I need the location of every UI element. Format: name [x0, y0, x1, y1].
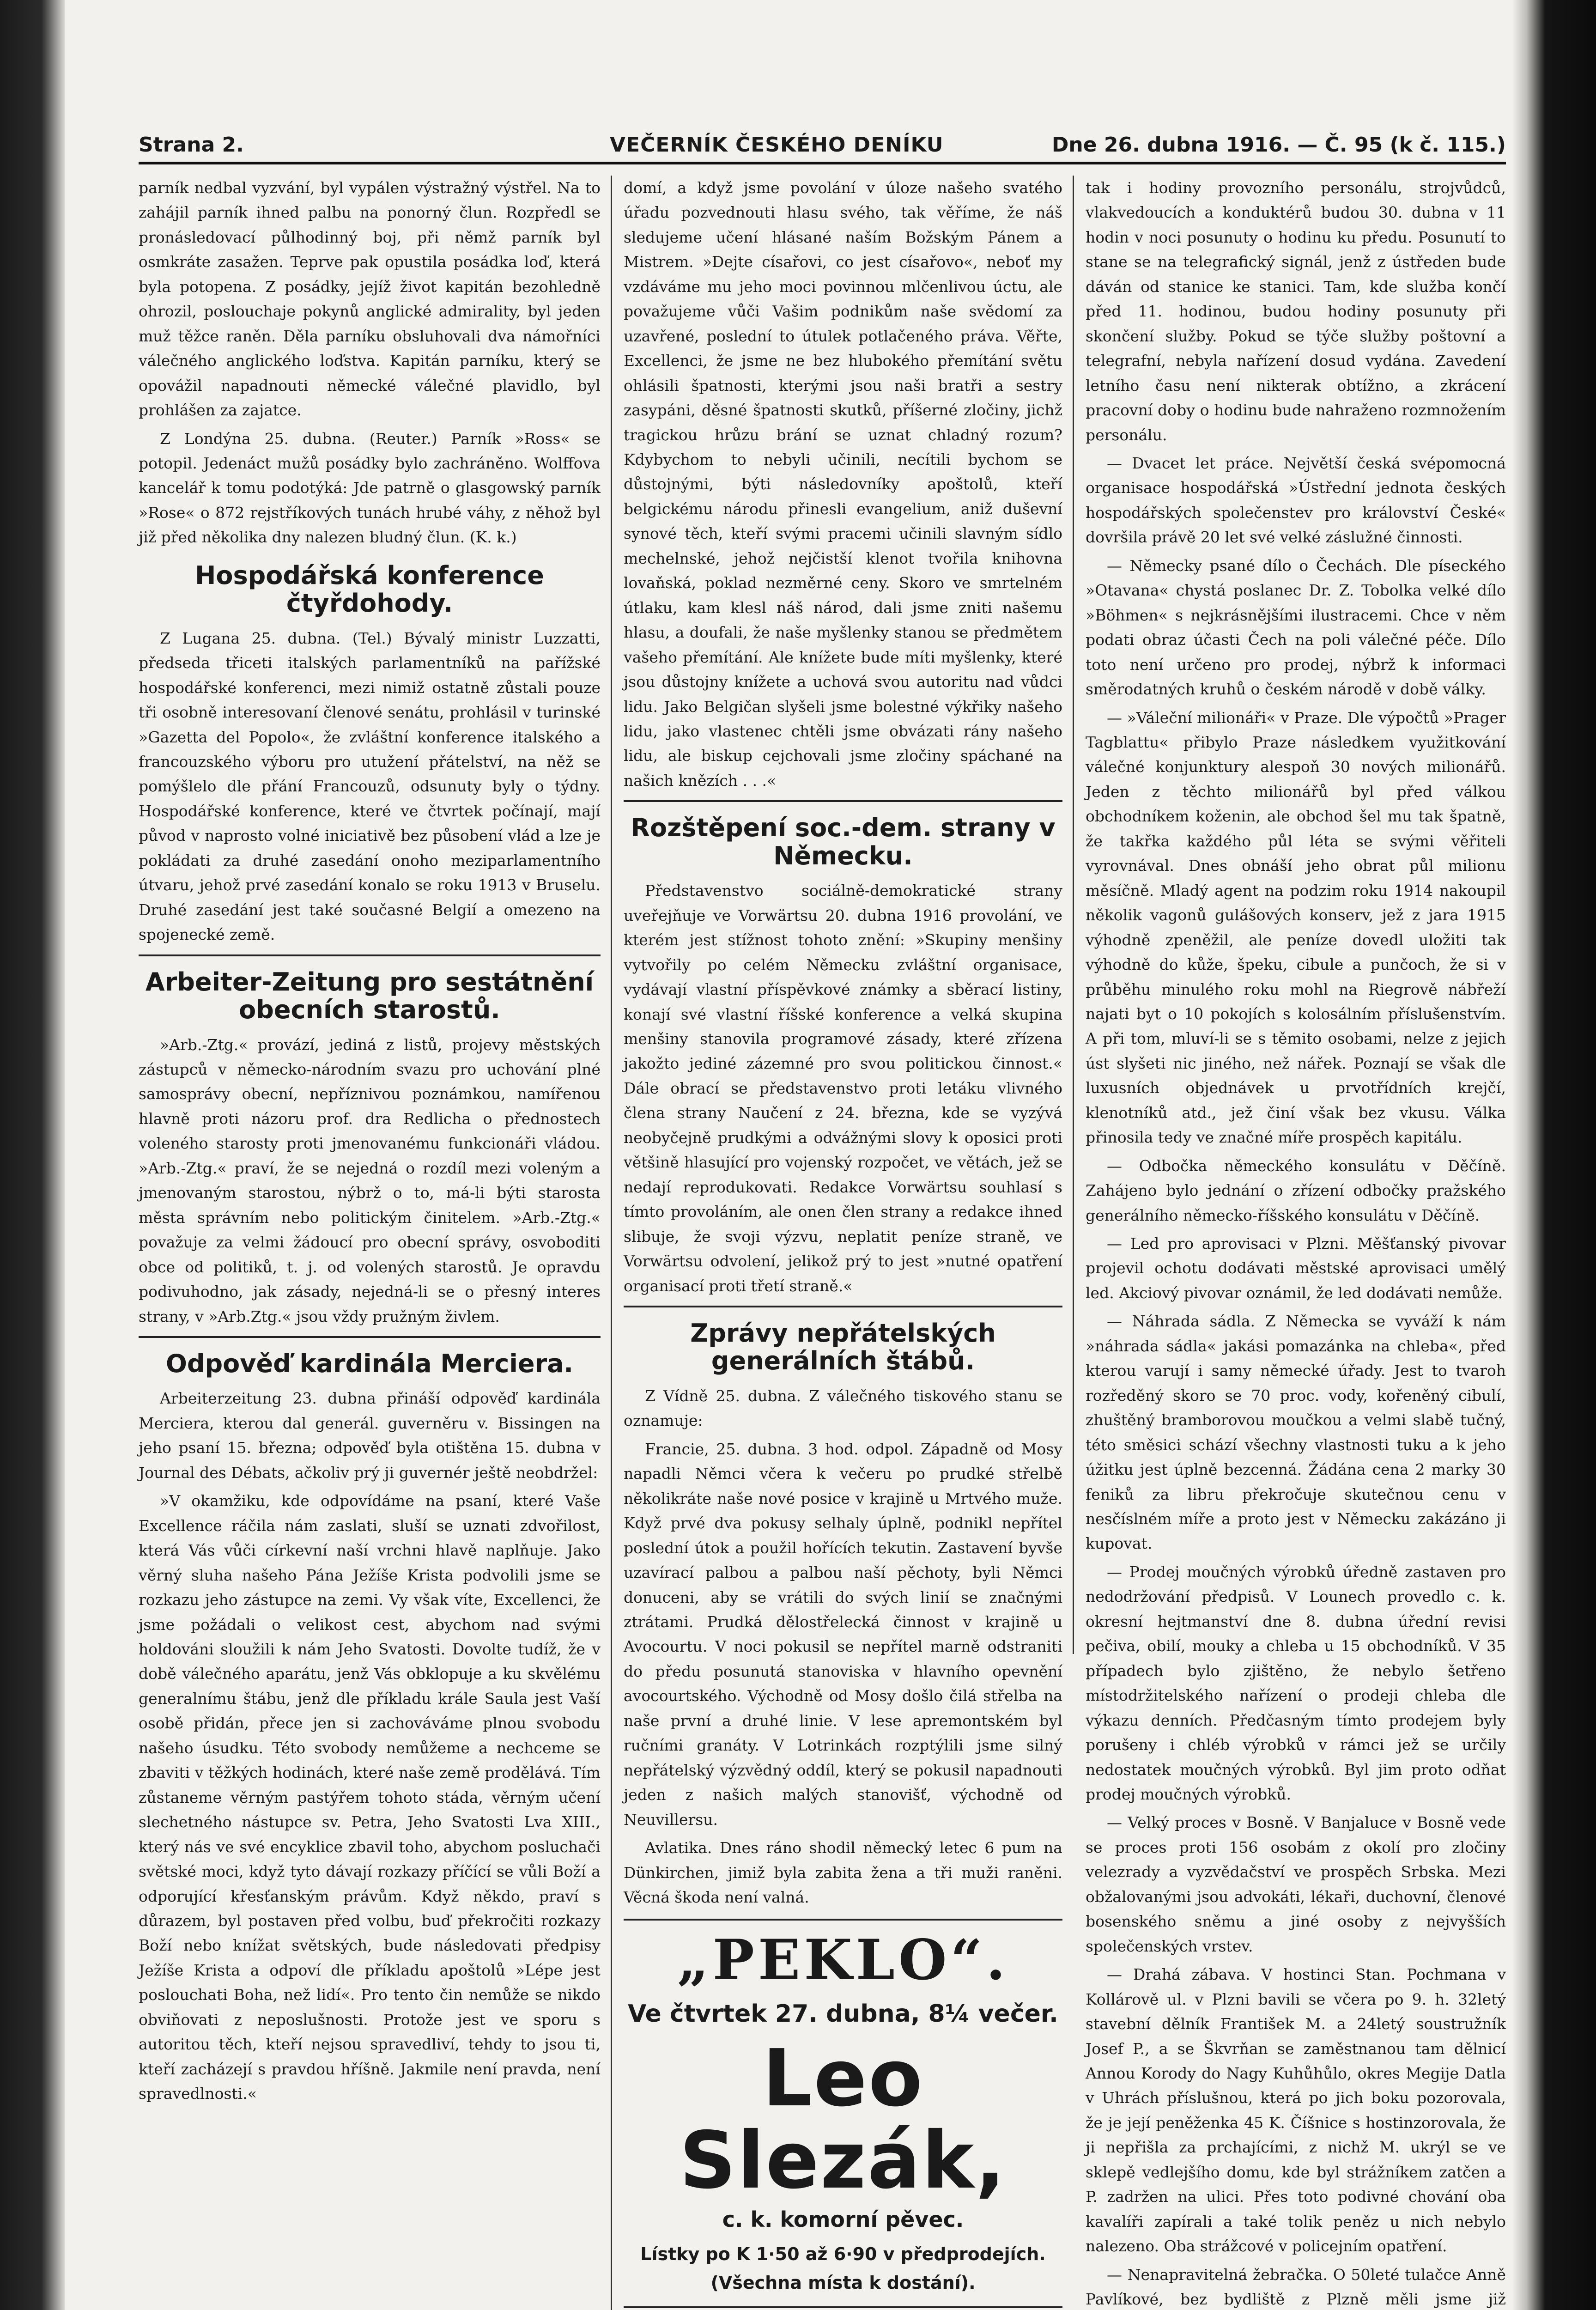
news-item: — Odbočka německého konsulátu v Děčíně. Zahájeno bylo jednání o zřízení odbočky pražského generálního německo-říšského konsulátu v Děčíně.	[1086, 1156, 1506, 1224]
headline-arbeiter-zeitung: Arbeiter-Zeitung pro sestátnění obecních starostů.	[145, 967, 594, 1025]
ad-date: Ve čtvrtek 27. dubna, 8¼ večer.	[628, 2000, 1058, 2028]
article-text: Avlatika. Dnes ráno shodil německý letec 6 pum na Dünkirchen, jimiž byla zabita žena a tři muži raněni. Věcná škoda není valná.	[624, 1839, 1062, 1906]
scan-left-edge	[0, 0, 65, 2310]
column-rule-2	[1073, 176, 1074, 1654]
masthead-title: VEČERNÍK ČESKÉHO DENÍKU	[610, 133, 944, 157]
page-header	[139, 120, 1506, 164]
scan-right-edge	[1513, 0, 1596, 2310]
advertisement-peklo	[624, 1919, 1062, 2308]
newspaper-page	[139, 106, 1506, 2310]
article-text: »V okamžiku, kde odpovídáme na psaní, které Vaše Excellence ráčila nám zaslati, sluší se uznati zdvořilost, která Vás vůči církevní naší vrchni hlavě naplňuje. Jako věrný sluha našeho Pána Ježíše Krista podvolili jsme se rozkazu jeho zástupce na zemi. Vy však víte, Excellenci, že jsme požádali o velikost cest, abychom nad svými holdováni sloužili k nám Jeho Svatosti. Dovolte tudíž, že v době válečného aparátu, jenž Vás obklopuje a ku skvělému generalnímu štábu, jenž dle příkladu krále Saula jest Vaší osobě přidán, přece jen si zachováváme plnou svobodu našeho úsudku. Této svobody nemůžeme a nechceme se zbaviti v těžkých hodinách, které naše země prodělává. Tím zůstaneme věrným pastýřem tohoto stáda, věrným učení slechetného nástupce sv. Petra, Jeho Svatosti Lva XIII., který nás ve své encyklice zbavil toho, abychom posluchači světské moci, když tyto dávají rozkazy příčící se vůli Boží a odporující křesťanským právům. Když někdo, praví s důrazem, byl postaven před volbu, buď překročiti rozkazy Boží nebo knížat světských, bude následovati předpisy Ježíše Krista a odpoví dle příkladu apoštolů »Lépe jest poslouchati Boha, než lidí«. Pro tento čin nemůže se nikdo obviňovati z neposlušnosti. Protože jest ve sporu s autoritou těch, kteří nejsou spravedliví, tehdy to jsou ti, kteří zacházejí s pravdou hříšně. Jakmile není pravda, není spravedlnosti.«	[139, 1492, 601, 2103]
ad-price: Lístky po K 1·50 až 6·90 v předprodejích. (Všechna místa k dostání).	[640, 2244, 1046, 2293]
article-text: Francie, 25. dubna. 3 hod. odpol. Západně od Mosy napadli Němci včera k večeru po prudké střelbě několikráte naše nové posice v krajině u Mrtvého muže. Když prvé dva pokusy selhaly úplně, podnikl nepřítel poslední útok a použil hořících tekutin. Zastavení byvše uzavírací palbou a palbou naší pěchoty, byli Němci donuceni, aby se vrátili do svých linií se značnými ztrátami. Prudká dělostřelecká činnost v krajině u Avocourtu. V noci pokusil se nepřítel marně odstraniti do předu posunutá stanoviska v hlavního opevnění avocourtského. Východně od Mosy došlo čilá střelba na naše první a druhé linie. V lese apremontském byl ručními granáty. V Lotrinkách rozptýlili jsme silný nepřátelský výzvědný oddíl, který se pokusil napadnouti jeden z našich malých stanovišť, východně od Neuvillersu.	[624, 1440, 1062, 1829]
column-rule-1	[611, 176, 612, 2310]
article-text: »Arb.-Ztg.« provází, jediná z listů, projevy městských zástupců v německo-národním svazu pro uchování plné samosprávy obecní, nepříznivou poznámkou, namířenou hlavně proti názoru prof. dra Redlicha o přednostech voleného starosty proti jmenovanému funkcionáři vládou. »Arb.-Ztg.« praví, že se nejedná o rozdíl mezi voleným a jmenovaným starostou, nýbrž o to, má-li býti starosta města správním nebo politickým činitelem. »Arb.-Ztg.« považuje za velmi žádoucí pro obecní správy, osvoboditi obce od politiků, t. j. od volených starostů. Je opravdu podivuhodno, jak zásady, nejedná-li se o přesný interes strany, v »Arb.Ztg.« jsou vždy pružným živlem.	[139, 1035, 601, 1325]
news-item: — »Váleční milionáři« v Praze. Dle výpočtů »Prager Tagblattu« přibylo Praze následkem využitkování válečné konjunktury alespoň 30 nových milionářů. Jeden z těchto milionářů byl před válkou obchodníkem koženin, ale obchod šel mu tak špatně, že takřka každého půl léta se svými věřiteli vyrovnával. Dnes obnáší jeho obrat půl milionu měsíčně. Mladý agent na podzim roku 1914 nakoupil několik vagonů gulášových konserv, jež z jara 1915 výhodně zpeněžil, ale peníze dovedl uložiti tak výhodně do kůže, špeku, cibule a punčoch, že si v průběhu minulého roku mohl na Riegrově nábřeží najati byt o 10 pokojích s kolosálním příslušenstvím. A při tom, mluví-li se s těmito osobami, nelze z jejich úst slyšeti nic jiného, než nářek. Poznají se však dle luxusních objednávek u prvotřídních krejčí, klenotníků atd., jež činí však bez vkusu. Válka přinosila tedy ve značné míře prospěch kapitálu.	[1086, 708, 1506, 1147]
article-text: Z Vídně 25. dubna. Z válečného tiskového stanu se oznamuje:	[624, 1386, 1062, 1430]
divider	[139, 954, 601, 956]
column-2	[624, 176, 1062, 2310]
issue-date: Dne 26. dubna 1916. — Č. 95 (k č. 115.)	[1051, 133, 1506, 157]
headline-zpravy-stabu: Zprávy nepřátelských generálních štábů.	[690, 1318, 996, 1376]
news-item: — Prodej moučných výrobků úředně zastaven pro nedodržování předpisů. V Lounech provedlo c. k. okresní hejtmanství dne 8. dubna úřední revisi pečiva, obilí, mouky a chleba u 15 obchodníků. V 35 případech bylo zjištěno, že nebylo šetřeno místodržitelského nařízení o prodeji chleba dle výkazu denních. Předčasným tímto prodejem byly porušeny i chléb výrobků v rámci jež se určily nedostatek moučných výrobků. Byl jim proto odňat prodej moučných výrobků.	[1086, 1562, 1506, 1803]
news-item: — Dvacet let práce. Největší česká svépomocná organisace hospodářská »Ústřední jednota českých hospodářských společenstev pro království České« dovršila právě 20 let své velké záslužné činnosti.	[1086, 454, 1506, 547]
news-item: — Nenapravitelná žebračka. O 50leté tulačce Anně Pavlíkové, bez bydliště z Plzně měli jsme již	[1086, 2265, 1506, 2309]
divider	[624, 1306, 1062, 1307]
article-text: Z Lugana 25. dubna. (Tel.) Bývalý ministr Luzzatti, předseda třiceti italských parlamentníků na pařížské hospodářské konferenci, mezi nimiž ostatně zůstali pouze tři osobně interesovaní členové senátu, prohlásil v turinské »Gazetta del Popolo«, že zvláštní konference italského a francouzského výboru pro utužení přátelství, na něž se pomýšlelo dle přání Francouzů, odsunuty byly o týdny. Hospodářské konference, které ve čtvrtek počínají, mají původ v naprosto volné iniciativě bez působení vlád a lze je pokládati za druhé zasedání onoho meziparlamentního útvaru, jehož prvé zasedání konalo se roku 1913 v Bruselu. Druhé zasedání jest také současné Belgií a omezeno na spojenecké země.	[139, 629, 601, 944]
article-text: domí, a když jsme povolání v úloze našeho svatého úřadu pozvednouti hlasu svého, tak věříme, že náš sledujeme učení hlásané naším Božským Pánem a Mistrem. »Dejte císařovi, co jest císařovo«, neboť my vzdáváme mu jeho moci povinnou mlčenlivou úctu, ale považujeme vůči Vašim podnikům naše svědomí za uzavřené, poslední to útulek potlačeného práva. Věřte, Excellenci, že jsme ne bez hlubokého přemítání světu ohlásili špatnosti, kterými jsou naši bratři a sestry zasypáni, děsné špatnosti skutků, příšerné zločiny, jichž tragickou hrůzu brání se uznat chladný rozum? Kdybychom to nebyli učinili, necítili bychom se důstojnými, býti následovníky apoštolů, kteří belgickému národu přinesli evangelium, aniž duševní synové těch, kteří svými pracemi učinili slavným sídlo mechelnské, jehož nejčistší klenot tvořila knihovna lovaňská, poklad nezměrné ceny. Skoro ve smrtelném útlaku, kam klesl náš národ, dali jsme zniti našemu hlasu, a doufali, že naše myšlenky stanou se předmětem vašeho přemítání. Ale knížete bude míti myšlenky, které jsou důstojny knížete a uchová svou autoritu nad vůdci lidu. Jako Belgičan slyšeli jsme bolestné výkřiky našeho lidu, jako vlastenec chtěli jsme obvázati rány našeho lidu, ale biskup cejchovali jsme zločiny spáchané na našich knězích . . .«	[624, 179, 1062, 790]
article-text: Arbeiterzeitung 23. dubna přináší odpověď kardinála Merciera, kterou dal generál. guverněru v. Bissingen na jeho psaní 15. března; odpověď byla otištěna 15. dubna v Journal des Débats, ačkoliv prý ji guvernér ještě neobdržel:	[139, 1389, 601, 1482]
headline-rozstepeni: Rozštěpení soc.-dem. strany v Německu.	[631, 813, 1056, 870]
article-text: Představenstvo sociálně-demokratické strany uveřejňuje ve Vorwärtsu 20. dubna 1916 provolání, ve kterém jest stížnost tohoto znění: »Skupiny menšiny vytvořily po celém Německu zvláštní organisace, vydávají vlastní příspěvkové známky a sběrací listiny, konají své vlastní říšské konference a velká skupina menšiny stanovila programové zásady, které zřízena jakožto jediné zázemné pro svou politickou činnost.« Dále obrací se představenstvo proti letáku vlivného člena strany Naučení z 24. března, kde se vyzývá neobyčejně prudkými a odvážnými slovy k oposici proti většině hlasující pro vojenský rozpočet, ve větách, jež se nedají reprodukovati. Redakce Vorwärtsu souhlasí s tímto provoláním, ale onen člen strany a redakce ihned slibuje, že svoji výzvu, neplatit peníze straně, ve Vorwärtsu odvolení, jelikož prý to jest »nutné opatření organisací proti třetí straně.«	[624, 881, 1062, 1295]
article-text: tak i hodiny provozního personálu, strojvůdců, vlakvedoucích a konduktérů budou 30. dubna v 11 hodin v noci posunuty o hodinu ku předu. Posunutí to stane se na telegrafický signál, jenž z ústředen bude dáván od stanice ke stanici. Tam, kde služba končí před 11. hodinou, budou hodiny posunuty při skončení služby. Pokud se týče služby poštovní a telegrafní, nebyla nařízení dosud vydána. Zavedení letního času není nikterak obtížno, a zkrácení pracovní doby o hodinu bude nahraženo rozmnožením personálu.	[1086, 179, 1506, 444]
article-text: Z Londýna 25. dubna. (Reuter.) Parník »Ross« se potopil. Jedenáct mužů posádky bylo zachráněno. Wolffova kancelář k tomu podotýká: Jde patrně o glasgowský parník »Rose« o 872 rejstříkových tunách hrubé váhy, z něhož byl již před několika dny nalezen bludný člun. (K. k.)	[139, 429, 601, 547]
page-number: Strana 2.	[139, 133, 244, 157]
headline-hospodarska-konference: Hospodářská konference čtyřdohody.	[195, 560, 544, 618]
headline-kardinal-mercier: Odpověď kardinála Merciera.	[165, 1349, 574, 1378]
ad-role: c. k. komorní pěvec.	[722, 2207, 964, 2232]
news-item: — Německy psané dílo o Čechách. Dle píseckého »Otavana« chystá poslanec Dr. Z. Tobolka velké dílo »Böhmen« s nejkrásnějšími ilustracemi. Chce v něm podati obraz účasti Čech na poli válečné péče. Dílo toto není určeno pro prodej, nýbrž k informaci směrodatných kruhů o českém národě v době války.	[1086, 556, 1506, 699]
news-item: — Led pro aprovisaci v Plzni. Měšťanský pivovar projevil ochotu dodávati městské aprovisaci umělý led. Akciový pivovar oznámil, že led dodávati nemůže.	[1086, 1234, 1506, 1302]
ad-performer: Leo Slezák,	[679, 2032, 1007, 2207]
article-text: parník nedbal vyzvání, byl vypálen výstražný výstřel. Na to zahájil parník ihned palbu na ponorný člun. Rozpředl se pronásledovací půlhodinný boj, při němž parník byl osmkráte zasažen. Teprve pak opustila posádka loď, která byla potopena. Z posádky, jejíž život kapitán bezohledně ohrozil, poslouchaje pokynů anglické admirality, byl jeden muž těžce raněn. Děla parníku obsluhovali dva námořníci válečného anglického loďstva. Kapitán parníku, který se opovážil napadnouti německé válečné plavidlo, byl prohlášen za zajatce.	[139, 179, 601, 419]
column-1	[139, 176, 601, 2310]
divider	[139, 1336, 601, 1338]
divider	[624, 800, 1062, 802]
news-item: — Drahá zábava. V hostinci Stan. Pochmana v Kollárově ul. v Plzni bavili se včera po 9. h. 32letý stavební dělník František M. a 24letý soustružník Josef P., a se Škvrňan se zaměstnanou tam dělnicí Annou Korody do Nagy Kuhůhůlo, okres Megije Datla v Uhrách příslušnou, která po jich boku pozorovala, že je její peněženka 45 K. Číšnice s hostinzorovala, že ji nepřišla za prchajícími, z nichž M. ukrýl se ve sklepě vedlejšího domu, kde byl strážníkem zatčen a P. zadržen na ulici. Přes toto podivné chování oba kavalíři zapírali a také tolik peněz u nich nebylo nalezeno. Oba strážcové v policejním opatření.	[1086, 1965, 1506, 2255]
news-item: — Velký proces v Bosně. V Banjaluce v Bosně vede se proces proti 156 osobám z okolí pro zločiny velezrady a vyzvědačství ve prospěch Srbska. Mezi obžalovanými jsou advokáti, lékaři, duchovní, členové bosenského sněmu a jiné osoby z nejvyšších společenských vrstev.	[1086, 1813, 1506, 1955]
column-3	[1086, 176, 1506, 2309]
news-item: — Náhrada sádla. Z Německa se vyváží k nám »náhrada sádla« jakási pomazánka na chleba«, před kterou varují i samy německé úřady. Jest to tvaroh rozředěný skoro se 70 proc. vody, kořeněný cibulí, zhuštěný bramborovou moučkou a velmi slabě tučný, této směsici schází všechny vlastnosti tuku a k jeho úžitku jest úplně bezcenná. Žádána cena 2 marky 30 feniků za libru překročuje skutečnou cenu v nesčíslném míře a proto jest v Německu zakázáno ji kupovat.	[1086, 1312, 1506, 1553]
ad-title: „PEKLO“.	[677, 1927, 1009, 1993]
